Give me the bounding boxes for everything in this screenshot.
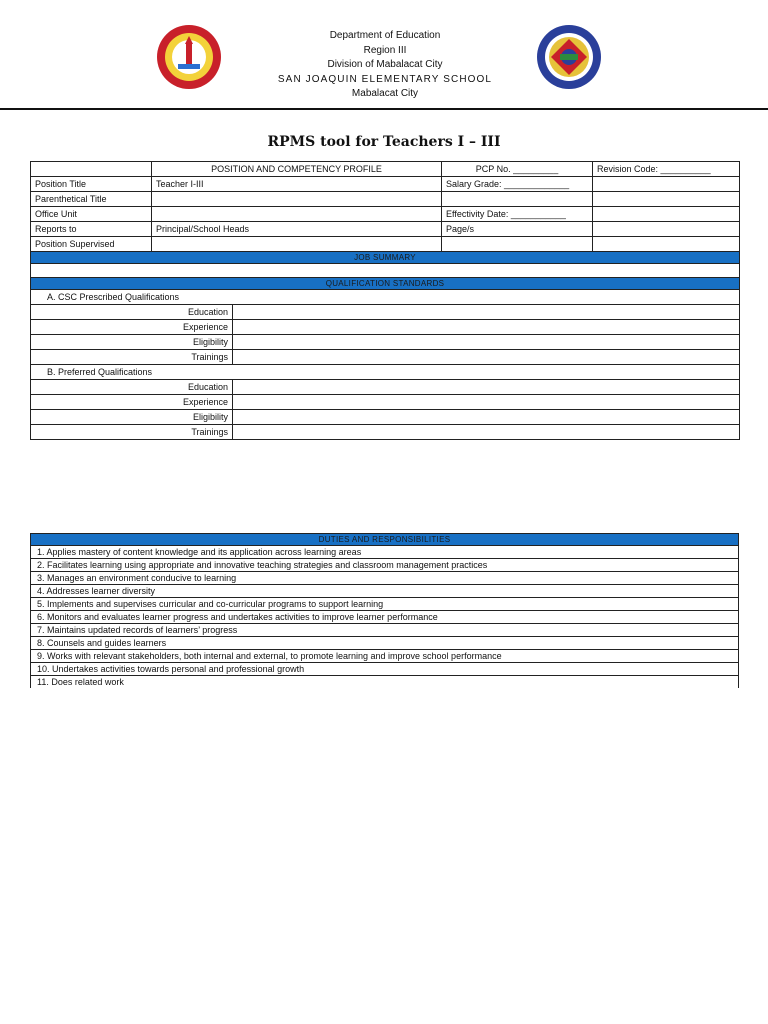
profile-value: Teacher I-III <box>152 177 442 192</box>
list-item <box>31 663 739 676</box>
profile-label: Reports to <box>31 222 152 237</box>
duty-item: 6. Monitors and evaluates learner progress and undertakes activities to improve learner performance <box>31 611 739 624</box>
table-cell <box>593 237 740 252</box>
duty-item: 7. Maintains updated records of learners’ progress <box>31 624 739 637</box>
list-item <box>31 650 739 663</box>
profile-value <box>152 207 442 222</box>
profile-value <box>152 192 442 207</box>
qualification-value <box>233 350 740 365</box>
table-row <box>31 252 740 264</box>
table-row <box>31 320 740 335</box>
table-row <box>31 290 740 305</box>
qualification-label: Trainings <box>31 350 233 365</box>
pcp-number-field: PCP No. _________ <box>442 162 593 177</box>
duty-item: 1. Applies mastery of content knowledge and its application across learning areas <box>31 546 739 559</box>
duties-bar: DUTIES AND RESPONSIBILITIES <box>31 534 739 546</box>
duty-item: 5. Implements and supervises curricular and co-curricular programs to support learning <box>31 598 739 611</box>
table-row <box>31 222 740 237</box>
header-division: Division of Mabalacat City <box>327 59 443 71</box>
qualification-label: Trainings <box>31 425 233 440</box>
list-item <box>31 546 739 559</box>
list-item <box>31 598 739 611</box>
duty-item: 11. Does related work <box>31 676 739 689</box>
table-row <box>31 534 739 546</box>
list-item <box>31 611 739 624</box>
duty-item: 4. Addresses learner diversity <box>31 585 739 598</box>
profile-label: Office Unit <box>31 207 152 222</box>
profile-right-label: Effectivity Date: ___________ <box>442 207 593 222</box>
revision-code-field: Revision Code: __________ <box>593 162 740 177</box>
qualification-label: Experience <box>31 320 233 335</box>
profile-right-label: Salary Grade: _____________ <box>442 177 593 192</box>
position-profile-table <box>30 161 740 440</box>
deped-seal-icon <box>536 24 602 90</box>
profile-right-label <box>442 237 593 252</box>
table-row <box>31 162 740 177</box>
header-divider <box>0 108 768 110</box>
page-title: RPMS tool for Teachers I – III <box>267 134 501 150</box>
agency-header <box>250 29 520 102</box>
table-row <box>31 177 740 192</box>
duty-item: 10. Undertakes activities towards personal and professional growth <box>31 663 739 676</box>
profile-label: Position Supervised <box>31 237 152 252</box>
profile-value: Principal/School Heads <box>152 222 442 237</box>
table-row <box>31 425 740 440</box>
list-item <box>31 637 739 650</box>
profile-right-label <box>442 192 593 207</box>
profile-right-label: Page/s <box>442 222 593 237</box>
table-row <box>31 207 740 222</box>
list-item <box>31 624 739 637</box>
duty-item: 3. Manages an environment conducive to learning <box>31 572 739 585</box>
profile-label: Position Title <box>31 177 152 192</box>
table-row <box>31 410 740 425</box>
list-item <box>31 572 739 585</box>
qualification-value <box>233 395 740 410</box>
list-item <box>31 559 739 572</box>
profile-value <box>152 237 442 252</box>
job-summary-field <box>31 264 740 278</box>
qualification-label: Experience <box>31 395 233 410</box>
qualification-value <box>233 320 740 335</box>
duty-item: 2. Facilitates learning using appropriate and innovative teaching strategies and classroom management practices <box>31 559 739 572</box>
table-cell <box>593 192 740 207</box>
duty-item: 9. Works with relevant stakeholders, both internal and external, to promote learning and improve school performance <box>31 650 739 663</box>
table-cell <box>593 207 740 222</box>
list-item <box>31 676 739 689</box>
table-row <box>31 237 740 252</box>
csc-qualifications-heading: A. CSC Prescribed Qualifications <box>31 290 740 305</box>
qualification-standards-bar: QUALIFICATION STANDARDS <box>31 278 740 290</box>
table-row <box>31 350 740 365</box>
table-row <box>31 380 740 395</box>
qualification-value <box>233 380 740 395</box>
header-region: Region III <box>363 44 407 56</box>
qualification-value <box>233 335 740 350</box>
qualification-label: Eligibility <box>31 335 233 350</box>
header-city: Mabalacat City <box>351 88 419 100</box>
table-row <box>31 278 740 290</box>
duty-item: 8. Counsels and guides learners <box>31 637 739 650</box>
table-row <box>31 305 740 320</box>
school-seal-icon <box>156 24 222 90</box>
table-row <box>31 395 740 410</box>
table-row <box>31 192 740 207</box>
duties-table <box>30 533 739 688</box>
profile-header: POSITION AND COMPETENCY PROFILE <box>152 162 442 177</box>
table-cell <box>31 162 152 177</box>
qualification-value <box>233 305 740 320</box>
qualification-label: Education <box>31 380 233 395</box>
table-cell <box>593 177 740 192</box>
qualification-value <box>233 410 740 425</box>
table-row <box>31 264 740 278</box>
qualification-value <box>233 425 740 440</box>
preferred-qualifications-heading: B. Preferred Qualifications <box>31 365 740 380</box>
table-cell <box>593 222 740 237</box>
job-summary-bar: JOB SUMMARY <box>31 252 740 264</box>
header-school: SAN JOAQUIN ELEMENTARY SCHOOL <box>277 73 493 85</box>
qualification-label: Education <box>31 305 233 320</box>
header-department: Department of Education <box>329 30 441 41</box>
table-row <box>31 335 740 350</box>
qualification-label: Eligibility <box>31 410 233 425</box>
list-item <box>31 585 739 598</box>
table-row <box>31 365 740 380</box>
profile-label: Parenthetical Title <box>31 192 152 207</box>
